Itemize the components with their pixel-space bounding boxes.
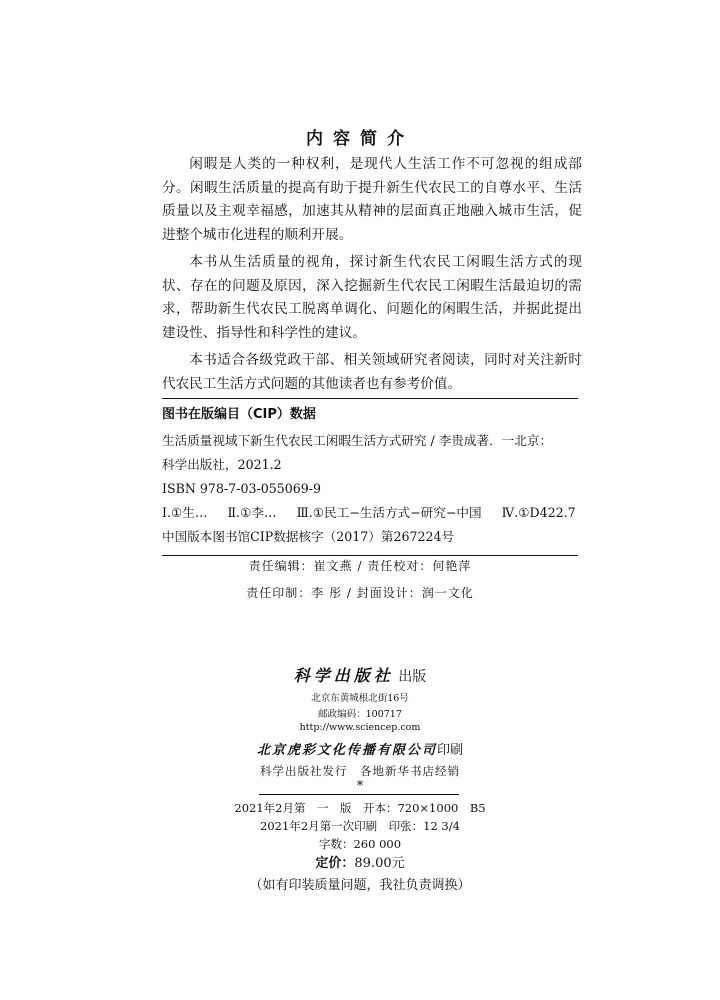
- edition-line: 2021年2月第 一 版 开本：720×1000 B5: [234, 801, 486, 815]
- printer-suffix: 印刷: [437, 743, 464, 758]
- production-credits: 责任印制：李 彤 / 封面设计：润一文化: [246, 586, 474, 600]
- summary-paragraph: 本书适合各级党政干部、相关领域研究者阅读，同时对关注新时代农民工生活方式问题的其他读者也有参考价值。: [162, 352, 582, 392]
- editor-credits: 责任编辑：崔文燕 / 责任校对：何艳萍: [248, 559, 472, 573]
- publisher-url: http://www.sciencep.com: [299, 722, 421, 733]
- separator-star: *: [356, 779, 364, 794]
- quality-notice: （如有印装质量问题，我社负责调换）: [249, 878, 471, 893]
- cip-class-item: Ⅲ.①民工−生活方式−研究−中国: [296, 505, 482, 520]
- cip-class-item: Ⅱ.①李…: [227, 505, 277, 520]
- distribution-line: 科学出版社发行 各地新华书店经销: [260, 764, 460, 778]
- printer-line: [0, 739, 720, 758]
- printer-name: 北京虎彩文化传播有限公司: [256, 743, 437, 758]
- cip-class-item: Ⅳ.①D422.7: [501, 505, 576, 520]
- cip-class-item: Ⅰ.①生…: [162, 505, 208, 520]
- publisher-postcode: 邮政编码：100717: [318, 709, 402, 720]
- publisher-name: 科学出版社: [293, 666, 394, 685]
- summary-title: 内容简介: [306, 129, 414, 149]
- summary-paragraph: 本书从生活质量的视角，探讨新生代农民工闲暇生活方式的现状、存在的问题及原因，深入挖掘新生代农民工闲暇生活最迫切的需求，帮助新生代农民工脱离单调化、问题化的闲暇生活，并据此提出建设性、指导性和科学性的建议。: [162, 254, 582, 341]
- cip-heading: 图书在版编目（CIP）数据: [162, 407, 316, 422]
- price-label: 定价：: [315, 856, 355, 871]
- cip-data-block: [162, 398, 578, 556]
- word-count-line: 字数：260 000: [318, 837, 402, 851]
- cip-record-line: 科学出版社，2021.2: [162, 457, 282, 472]
- publisher-line: [0, 663, 720, 686]
- publisher-address: 北京东黄城根北街16号: [311, 693, 409, 704]
- divider: [259, 794, 459, 795]
- cip-number: 中国版本图书馆CIP数据核字（2017）第267224号: [162, 529, 455, 544]
- summary-paragraph: 闲暇是人类的一种权利，是现代人生活工作不可忽视的组成部分。闲暇生活质量的提高有助于提升新生代农民工的自尊水平、生活质量以及主观幸福感，加速其从精神的层面真正地融入城市生活，促进整个城市化进程的顺利开展。: [162, 156, 582, 243]
- price-value: 89.00元: [354, 856, 405, 871]
- printing-line: 2021年2月第一次印刷 印张：12 3/4: [260, 819, 460, 833]
- summary-section: [162, 153, 582, 400]
- cip-record-line: 生活质量视域下新生代农民工闲暇生活方式研究 / 李贵成著．一北京：: [162, 433, 553, 448]
- publisher-suffix: 出版: [398, 669, 427, 685]
- price-line: [0, 852, 720, 871]
- cip-classification: [162, 501, 578, 525]
- cip-isbn: ISBN 978-7-03-055069-9: [162, 481, 322, 496]
